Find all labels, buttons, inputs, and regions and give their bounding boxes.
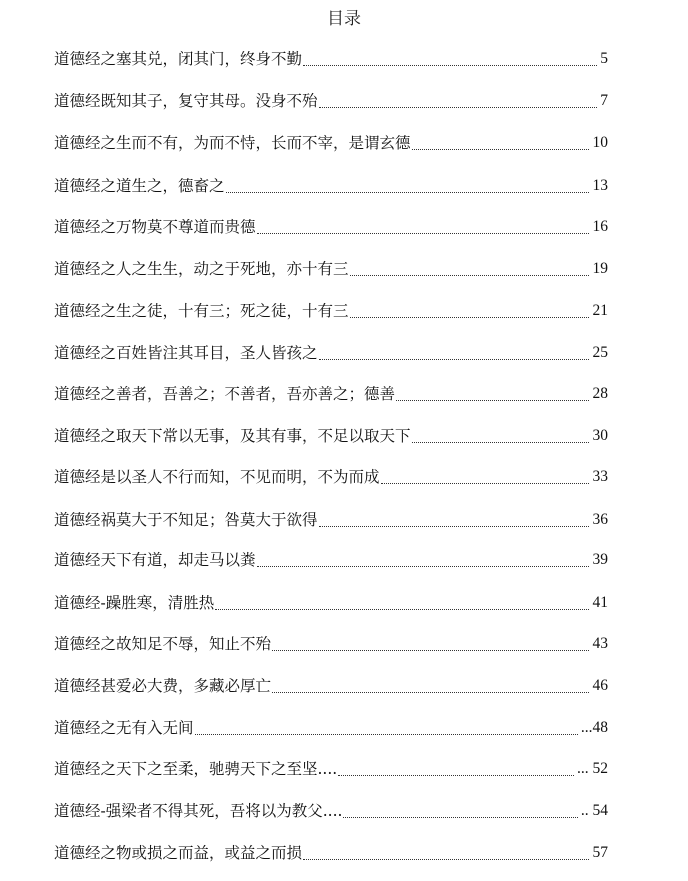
toc-entry-title: 道德经-强梁者不得其死，吾将以为教父.... bbox=[54, 798, 342, 824]
toc-entry-page: 28 bbox=[592, 385, 608, 402]
toc-entry[interactable] bbox=[54, 798, 608, 824]
toc-entry-title: 道德经之善者，吾善之；不善者，吾亦善之；德善 bbox=[54, 381, 395, 407]
toc-entry-page: 43 bbox=[592, 635, 608, 652]
toc-leader-dots bbox=[338, 775, 574, 776]
toc-entry-title: 道德经-躁胜寒，清胜热 bbox=[54, 590, 214, 616]
toc-leader-dots bbox=[226, 192, 589, 193]
toc-entry-page: 5 bbox=[600, 50, 608, 67]
toc-entry[interactable] bbox=[54, 715, 608, 741]
toc-entry-title: 道德经天下有道，却走马以粪 bbox=[54, 547, 256, 573]
toc-entry-page: 30 bbox=[592, 427, 608, 444]
toc-leader-dots bbox=[412, 149, 589, 150]
toc-leader-dots bbox=[350, 317, 589, 318]
toc-leader-dots bbox=[319, 107, 597, 108]
toc-entry[interactable] bbox=[54, 590, 608, 616]
toc-leader-dots bbox=[257, 566, 589, 567]
toc-entry-title: 道德经之道生之，德畜之 bbox=[54, 173, 225, 199]
toc-entry[interactable] bbox=[54, 88, 608, 114]
toc-leader-dots bbox=[350, 275, 589, 276]
toc-entry-page: 10 bbox=[592, 134, 608, 151]
toc-entry-title: 道德经之取天下常以无事，及其有事，不足以取天下 bbox=[54, 423, 411, 449]
toc-entry[interactable] bbox=[54, 756, 608, 782]
toc-leader-dots bbox=[412, 442, 589, 443]
toc-entry[interactable] bbox=[54, 46, 608, 72]
toc-entry-title: 道德经之生之徒，十有三；死之徒，十有三 bbox=[54, 298, 349, 324]
toc-entry[interactable] bbox=[54, 173, 608, 199]
toc-entry-page: 57 bbox=[592, 844, 608, 861]
toc-leader-dots bbox=[272, 692, 589, 693]
toc-entry[interactable] bbox=[54, 673, 608, 699]
toc-entry[interactable] bbox=[54, 340, 608, 366]
toc-entry-title: 道德经既知其子，复守其母。没身不殆 bbox=[54, 88, 318, 114]
toc-entry-title: 道德经之人之生生，动之于死地，亦十有三 bbox=[54, 256, 349, 282]
toc-leader-dots bbox=[381, 483, 589, 484]
toc-entry-page: 46 bbox=[592, 677, 608, 694]
toc-entry-title: 道德经之故知足不辱，知止不殆 bbox=[54, 631, 271, 657]
toc-entry-title: 道德经祸莫大于不知足；咎莫大于欲得 bbox=[54, 507, 318, 533]
toc-entry[interactable] bbox=[54, 423, 608, 449]
toc-entry-title: 道德经之生而不有，为而不恃，长而不宰，是谓玄德 bbox=[54, 130, 411, 156]
toc-leader-dots bbox=[319, 359, 589, 360]
toc-leader-dots bbox=[215, 609, 589, 610]
toc-entry[interactable] bbox=[54, 507, 608, 533]
toc-entry[interactable] bbox=[54, 256, 608, 282]
toc-entry[interactable] bbox=[54, 130, 608, 156]
toc-entry-title: 道德经之万物莫不尊道而贵德 bbox=[54, 214, 256, 240]
toc-entry[interactable] bbox=[54, 547, 608, 573]
toc-title: 目录 bbox=[327, 9, 361, 29]
toc-entry-page: 13 bbox=[592, 177, 608, 194]
toc-entry-title: 道德经之塞其兑，闭其门，终身不勤 bbox=[54, 46, 302, 72]
toc-leader-dots bbox=[343, 817, 578, 818]
toc-leader-dots bbox=[195, 734, 578, 735]
toc-entry-title: 道德经之无有入无间 bbox=[54, 715, 194, 741]
toc-leader-dots bbox=[319, 526, 589, 527]
toc-entry-title: 道德经之天下之至柔，驰骋天下之至坚.... bbox=[54, 756, 337, 782]
toc-entry-page: 21 bbox=[592, 302, 608, 319]
toc-entry-title: 道德经是以圣人不行而知，不见而明，不为而成 bbox=[54, 464, 380, 490]
toc-entry-page: 25 bbox=[592, 344, 608, 361]
toc-leader-dots bbox=[257, 233, 589, 234]
toc-leader-dots bbox=[272, 650, 589, 651]
toc-leader-dots bbox=[303, 65, 597, 66]
toc-entry[interactable] bbox=[54, 214, 608, 240]
toc-entry[interactable] bbox=[54, 631, 608, 657]
toc-entry-page: 33 bbox=[592, 468, 608, 485]
toc-entry-page: 41 bbox=[592, 594, 608, 611]
toc-entry-title: 道德经之百姓皆注其耳目，圣人皆孩之 bbox=[54, 340, 318, 366]
toc-entry[interactable] bbox=[54, 840, 608, 866]
toc-entry-page: 16 bbox=[592, 218, 608, 235]
toc-entry-title: 道德经之物或损之而益，或益之而损 bbox=[54, 840, 302, 866]
toc-entry[interactable] bbox=[54, 381, 608, 407]
toc-entry-page: 39 bbox=[592, 551, 608, 568]
toc-leader-dots bbox=[396, 400, 589, 401]
toc-entry-page: 36 bbox=[592, 511, 608, 528]
toc-entry-page: 19 bbox=[592, 260, 608, 277]
toc-entry-page: ...48 bbox=[580, 719, 608, 736]
toc-entry-page: .. 54 bbox=[580, 802, 608, 819]
toc-entry-page: 7 bbox=[600, 92, 608, 109]
toc-entry-title: 道德经甚爱必大费，多藏必厚亡 bbox=[54, 673, 271, 699]
toc-entry[interactable] bbox=[54, 464, 608, 490]
toc-entry[interactable] bbox=[54, 298, 608, 324]
toc-entry-page: ... 52 bbox=[577, 760, 608, 777]
toc-leader-dots bbox=[303, 859, 589, 860]
